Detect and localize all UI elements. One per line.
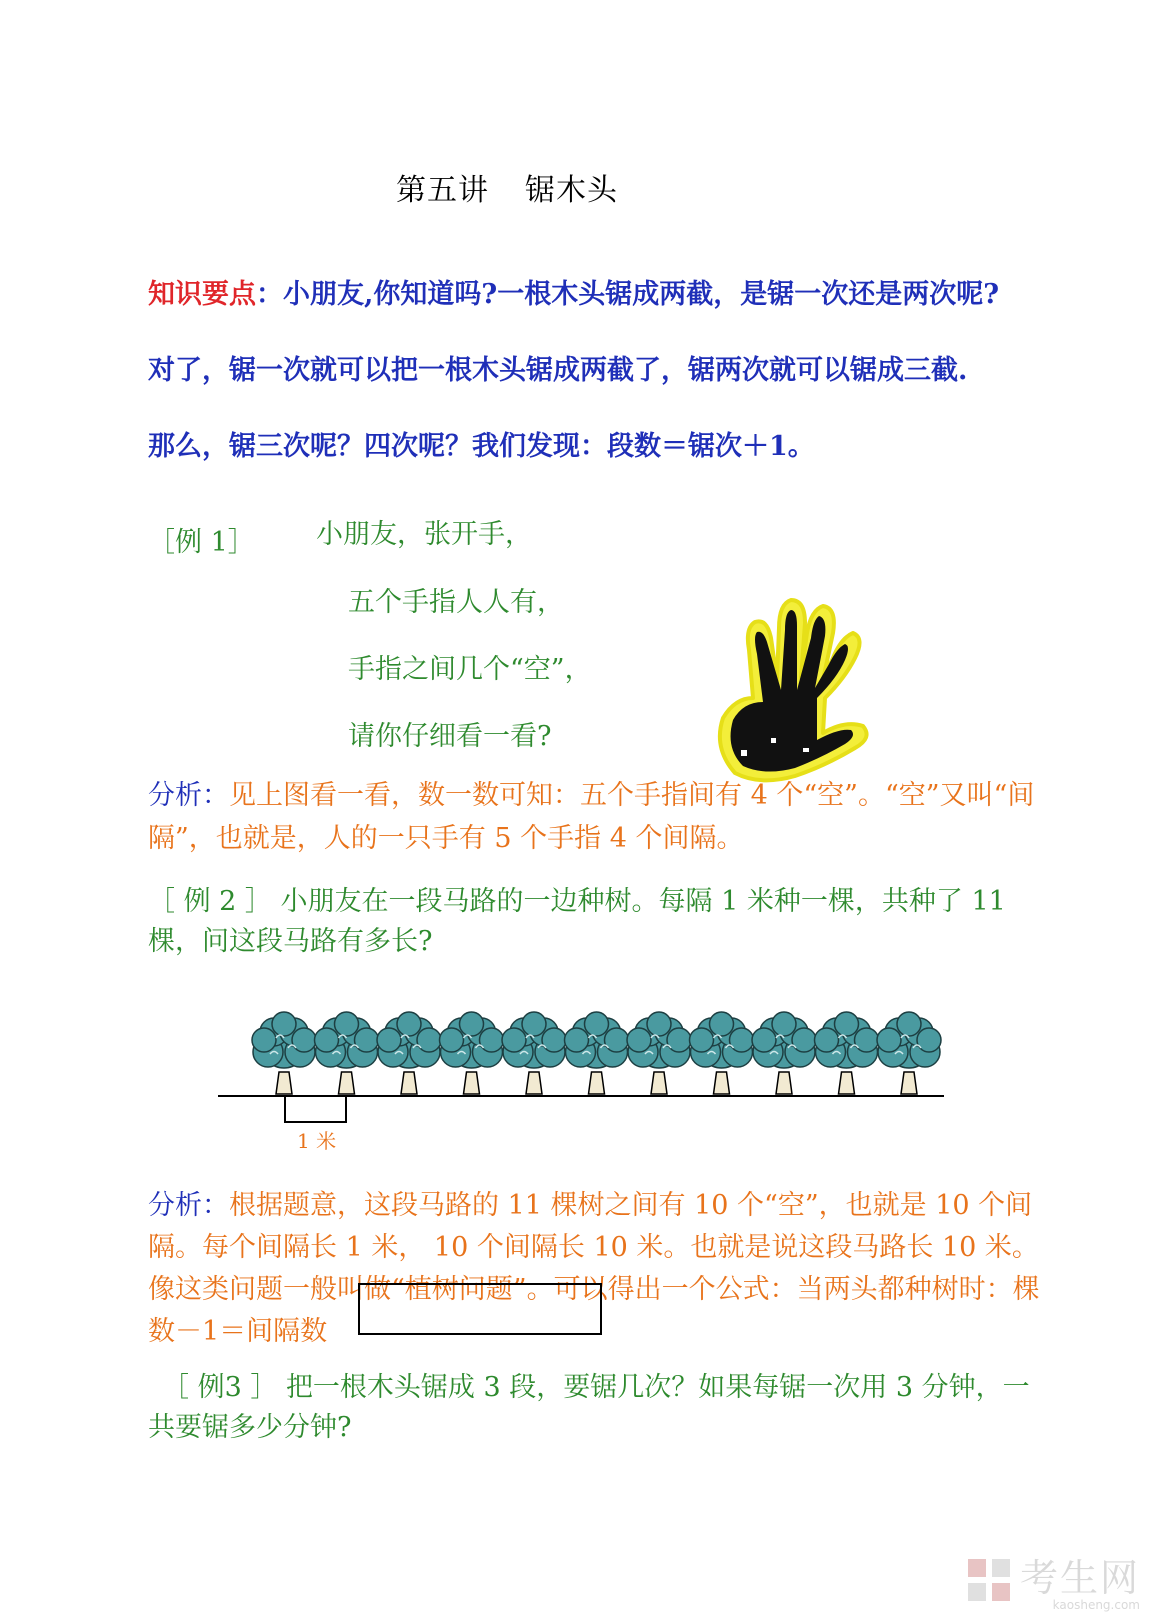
watermark-logo-icon	[966, 1557, 1012, 1603]
title-part1: 第五讲	[396, 173, 489, 208]
example3-label: ［ 例3 ］	[162, 1372, 278, 1403]
watermark	[966, 1547, 1140, 1612]
analysis1-label: 分析：	[148, 780, 229, 811]
watermark-url: kaosheng.com	[1052, 1598, 1140, 1612]
analysis2-label: 分析：	[148, 1190, 229, 1221]
tree-icon	[690, 1012, 754, 1094]
example3-text: 把一根木头锯成 3 段，要锯几次？如果每锯一次用 3 分钟，一共要锯多少分钟?	[148, 1372, 1030, 1443]
tree-icon	[315, 1012, 379, 1094]
tree-icon	[877, 1012, 941, 1094]
tree-icon	[815, 1012, 879, 1094]
tree-icon	[752, 1012, 816, 1094]
analysis1-text: 见上图看一看，数一数可知：五个手指间有 4 个“空”。“空”又叫“间隔”，也就是，人的一只手有 5 个手指 4 个间隔。	[148, 780, 1035, 854]
example2-text: 小朋友在一段马路的一边种树。每隔 1 米种一棵，共种了 11 棵，问这段马路有多长?	[148, 886, 1006, 957]
tree-icon	[565, 1012, 629, 1094]
example1-line: 小朋友，张开手，	[316, 519, 532, 550]
example2-label: ［ 例 2 ］	[148, 886, 272, 917]
tree-icon	[377, 1012, 441, 1094]
key-points-line3: 那么，锯三次呢？四次呢？我们发现：段数＝锯次＋1。	[148, 431, 815, 462]
tree-icon	[627, 1012, 691, 1094]
tree-row	[252, 1012, 941, 1094]
formula-box	[358, 1283, 602, 1335]
analysis2-text: 根据题意，这段马路的 11 棵树之间有 10 个“空”，也就是 10 个间隔。每个间隔长 1 米， 10 个间隔长 10 米。也就是说这段马路长 10 米。像这类问题一般叫做“植树问题”。可以得出一个公式：当两头都种树时：棵数－1＝间隔数	[148, 1190, 1040, 1347]
tree-icon	[502, 1012, 566, 1094]
example1-line: 五个手指人人有，	[348, 587, 564, 618]
example1-line: 手指之间几个“空”，	[348, 654, 592, 685]
title-part2: 锯木头	[525, 173, 618, 208]
key-points-label: 知识要点	[148, 279, 256, 310]
measure-label: 1 米	[297, 1129, 337, 1153]
example1-label: ［例 1］	[148, 527, 255, 558]
key-points-text1: ：小朋友,你知道吗?一根木头锯成两截，是锯一次还是两次呢?	[256, 279, 1000, 310]
tree-icon	[252, 1012, 316, 1094]
key-points-line2: 对了，锯一次就可以把一根木头锯成两截了，锯两次就可以锯成三截.	[148, 355, 968, 386]
example1-line: 请你仔细看一看?	[348, 721, 552, 752]
interval-bracket	[285, 1096, 346, 1122]
watermark-text: 考生网	[1019, 1556, 1140, 1600]
tree-icon	[440, 1012, 504, 1094]
example3-paragraph	[148, 1368, 1053, 1448]
